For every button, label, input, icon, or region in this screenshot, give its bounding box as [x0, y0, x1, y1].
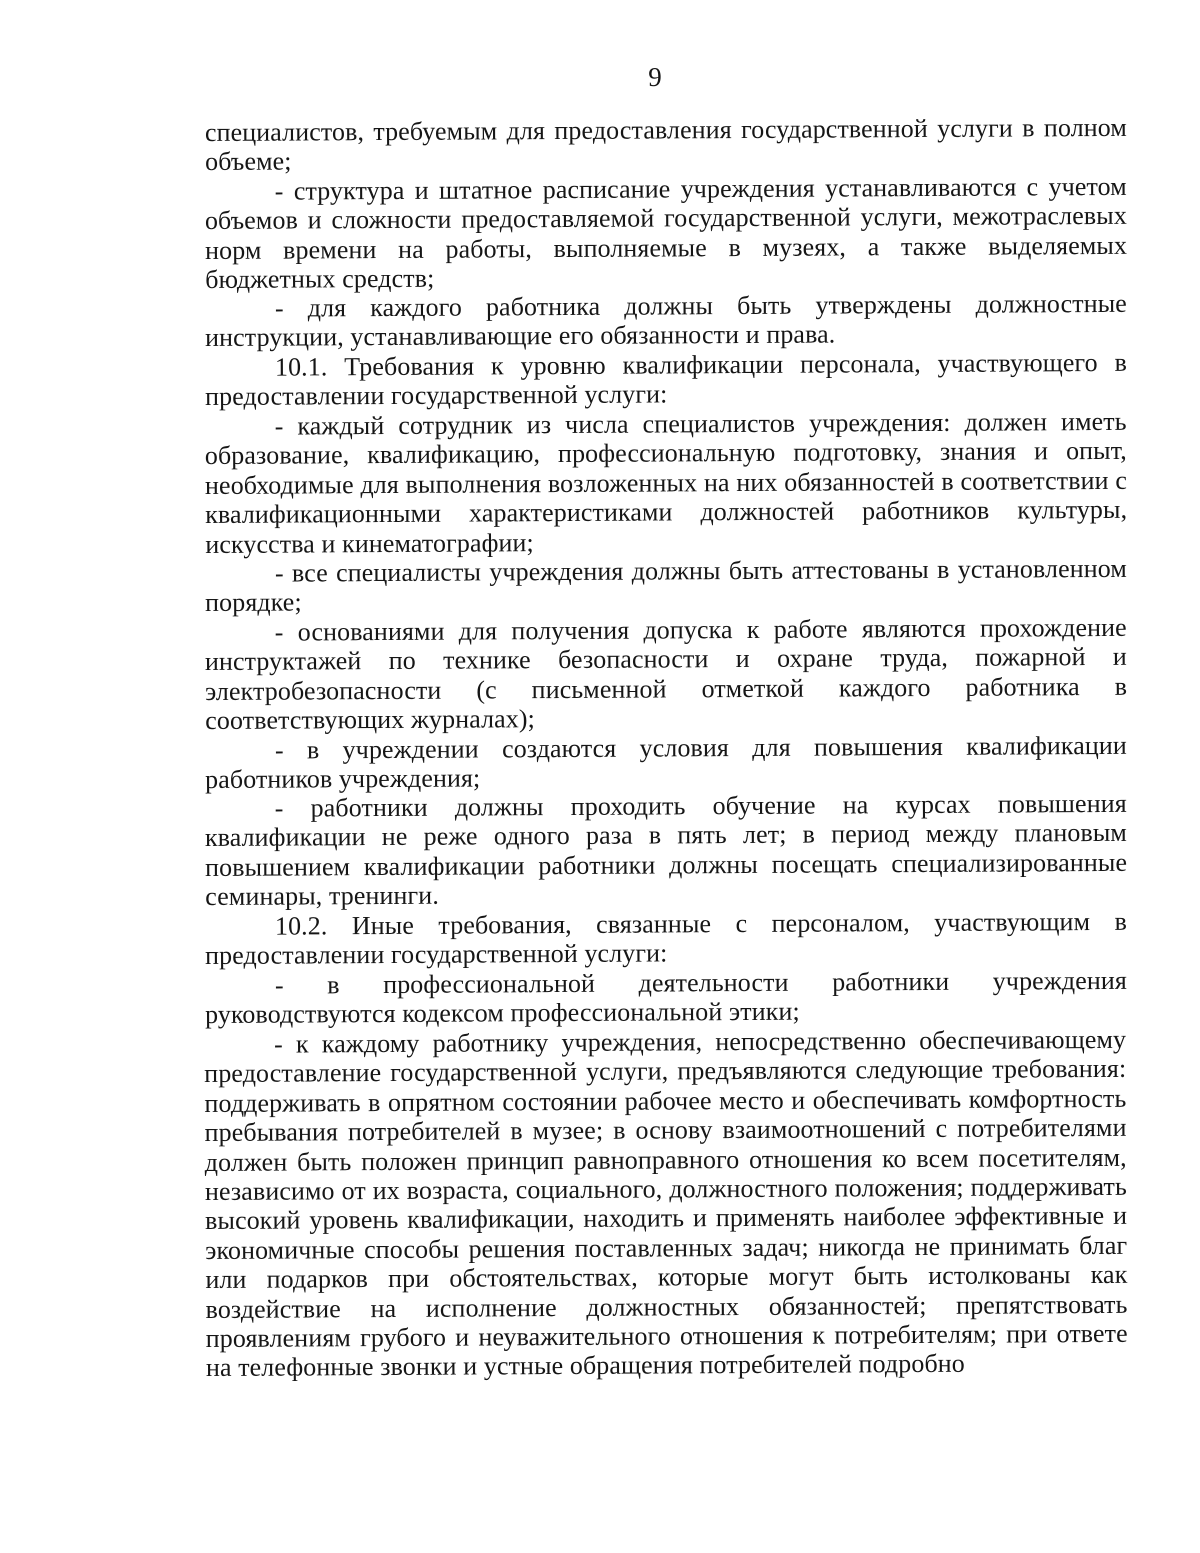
- section-heading-paragraph: 10.1. Требования к уровню квалификации персонала, участвующего в предоставлении государственной услуги:: [205, 348, 1127, 412]
- paragraph: - основаниями для получения допуска к работе являются прохождение инструктажей по технике безопасности и охране труда, пожарной и электробезопасности (с письменной отметкой каждого работника в соответствующих журналах);: [204, 612, 1128, 736]
- page-number: 9: [648, 62, 662, 92]
- section-heading-paragraph: 10.2. Иные требования, связанные с персоналом, участвующим в предоставлении государственной услуги:: [205, 906, 1127, 971]
- paragraph: - работники должны проходить обучение на курсах повышения квалификации не реже одного раза в пять лет; в период между плановым повышением квалификации работники должны посещать специализированные семинары, тренинги.: [204, 789, 1128, 912]
- paragraph: - структура и штатное расписание учреждения устанавливаются с учетом объемов и сложности предоставляемой государственной услуги, межотраслевых норм времени на работы, выполняемые в музеях, а также выделяемых бюджетных средств;: [204, 171, 1128, 295]
- paragraph: - к каждому работнику учреждения, непосредственно обеспечивающему предоставление государственной услуги, предъявляются следующие требования: поддерживать в опрятном состоянии рабочее место и обеспечивать комфортность пребывания потребителей в музее; в основу взаимоотношений с потребителями должен быть положен принцип равноправного отношения ко всем посетителям, независимо от их возраста, социального, должностного положения; поддерживать высокий уровень квалификации, находить и применять наиболее эффективные и экономичные способы решения поставленных задач; никогда не принимать благ или подарков при обстоятельствах, которые могут быть истолкованы как воздействие на исполнение должностных обязанностей; препятствовать проявлениям грубого и неуважительного отношения к потребителям; при ответе на телефонные звонки и устные обращения потребителей подробно: [204, 1024, 1128, 1383]
- paragraph: - в профессиональной деятельности работники учреждения руководствуются кодексом профессиональной этики;: [205, 965, 1127, 1030]
- paragraph: - в учреждении создаются условия для повышения квалификации работников учреждения;: [205, 730, 1127, 794]
- paragraph: - каждый сотрудник из числа специалистов учреждения: должен иметь образование, квалификацию, профессиональную подготовку, знания и опыт, необходимые для выполнения возложенных на них обязанностей в соответствии с квалификационными характеристиками должностей работников культуры, искусства и кинематографии;: [204, 406, 1128, 559]
- paragraph: специалистов, требуемым для предоставления государственной услуги в полном объеме;: [204, 112, 1127, 177]
- paragraph: - для каждого работника должны быть утверждены должностные инструкции, устанавливающие его обязанности и права.: [205, 289, 1127, 353]
- document-body: [204, 112, 1128, 1383]
- paragraph: - все специалисты учреждения должны быть аттестованы в установленном порядке;: [205, 553, 1127, 618]
